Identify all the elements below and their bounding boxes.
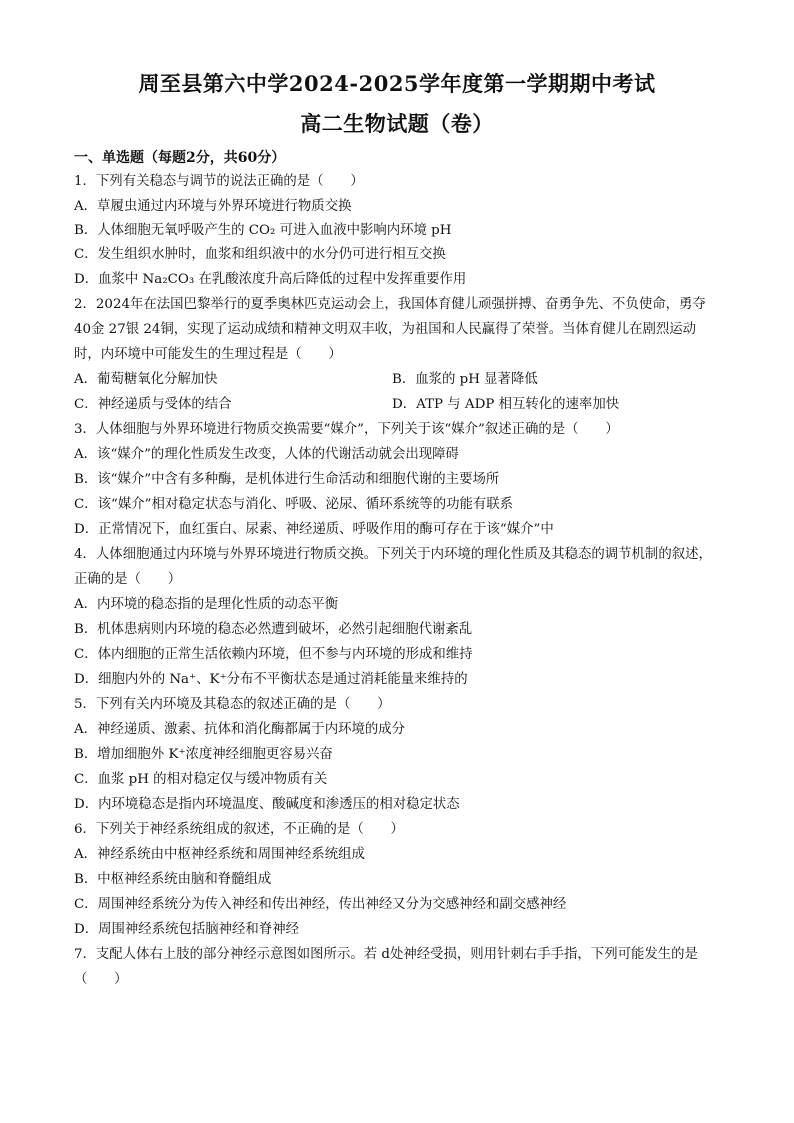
question-6-option-d: D．周围神经系统包括脑神经和脊神经 (74, 922, 299, 937)
question-3-option-c: C．该“媒介”相对稳定状态与消化、呼吸、泌尿、循环系统等的功能有联系 (74, 497, 514, 512)
question-2-stem-line-3: 时，内环境中可能发生的生理过程是（ ） (74, 347, 342, 362)
exam-subtitle: 高二生物试题（卷） (300, 111, 494, 136)
question-5-stem: 5．下列有关内环境及其稳态的叙述正确的是（ ） (74, 697, 391, 712)
question-1-option-d: D．血浆中 Na₂CO₃ 在乳酸浓度升高后降低的过程中发挥重要作用 (74, 272, 467, 287)
question-5-option-b: B．增加细胞外 K⁺浓度神经细胞更容易兴奋 (74, 747, 333, 762)
question-6-option-c: C．周围神经系统分为传入神经和传出神经，传出神经又分为交感神经和副交感神经 (74, 897, 567, 912)
question-2-stem-line-2: 40金 27银 24铜，实现了运动成绩和精神文明双丰收，为祖国和人民赢得了荣誉。当体育健儿在剧烈运动 (74, 322, 697, 337)
question-2-option-c: C．神经递质与受体的结合 (74, 397, 232, 412)
question-1-option-c: C．发生组织水肿时，血浆和组织液中的水分仍可进行相互交换 (74, 247, 446, 262)
question-4-option-b: B．机体患病则内环境的稳态必然遭到破坏，必然引起细胞代谢紊乱 (74, 622, 473, 637)
question-5-option-c: C．血浆 pH 的相对稳定仅与缓冲物质有关 (74, 772, 328, 787)
question-1-option-b: B．人体细胞无氧呼吸产生的 CO₂ 可进入血液中影响内环境 pH (74, 223, 452, 238)
question-2-stem-line-1: 2．2024年在法国巴黎举行的夏季奥林匹克运动会上，我国体育健儿顽强拼搏、奋勇争先、不负使命，勇夺 (74, 297, 706, 312)
question-4-stem-line-1: 4．人体细胞通过内环境与外界环境进行物质交换。下列关于内环境的理化性质及其稳态的调节机制的叙述， (74, 547, 712, 562)
question-3-option-a: A．该“媒介”的理化性质发生改变，人体的代谢活动就会出现障碍 (74, 447, 459, 462)
question-4-option-c: C．体内细胞的正常生活依赖内环境，但不参与内环境的形成和维持 (74, 647, 473, 662)
question-6-option-a: A．神经系统由中枢神经系统和周围神经系统组成 (74, 847, 365, 862)
question-5-option-d: D．内环境稳态是指内环境温度、酸碱度和渗透压的相对稳定状态 (74, 797, 460, 812)
question-4-option-a: A．内环境的稳态指的是理化性质的动态平衡 (74, 597, 339, 612)
question-7-stem-line-1: 7．支配人体右上肢的部分神经示意图如图所示。若 d处神经受损，则用针刺右手手指，下列可能发生的是 (74, 947, 698, 962)
question-3-option-b: B．该“媒介”中含有多种酶，是机体进行生命活动和细胞代谢的主要场所 (74, 472, 500, 487)
question-1-stem: 1．下列有关稳态与调节的说法正确的是（ ） (74, 174, 364, 189)
question-3-option-d: D．正常情况下，血红蛋白、尿素、神经递质、呼吸作用的酶可存在于该“媒介”中 (74, 522, 554, 537)
question-5-option-a: A．神经递质、激素、抗体和消化酶都属于内环境的成分 (74, 722, 406, 737)
question-2-option-b: B．血浆的 pH 显著降低 (392, 372, 538, 387)
question-1-option-a: A．草履虫通过内环境与外界环境进行物质交换 (74, 199, 352, 214)
question-4-stem-line-2: 正确的是（ ） (74, 572, 182, 587)
section-heading: 一、单选题（每题2分，共60分） (74, 150, 286, 166)
exam-title: 周至县第六中学2024-2025学年度第一学期期中考试 (138, 71, 656, 96)
question-3-stem: 3．人体细胞与外界环境进行物质交换需要“媒介”，下列关于该“媒介”叙述正确的是（ ） (74, 422, 619, 437)
question-7-stem-line-2: （ ） (74, 972, 128, 987)
question-4-option-d: D．细胞内外的 Na⁺、K⁺分布不平衡状态是通过消耗能量来维持的 (74, 672, 468, 687)
question-6-stem: 6．下列关于神经系统组成的叙述，不正确的是（ ） (74, 822, 404, 837)
question-6-option-b: B．中枢神经系统由脑和脊髓组成 (74, 872, 272, 887)
question-2-option-a: A．葡萄糖氧化分解加快 (74, 372, 218, 387)
question-2-option-d: D．ATP 与 ADP 相互转化的速率加快 (392, 397, 620, 412)
